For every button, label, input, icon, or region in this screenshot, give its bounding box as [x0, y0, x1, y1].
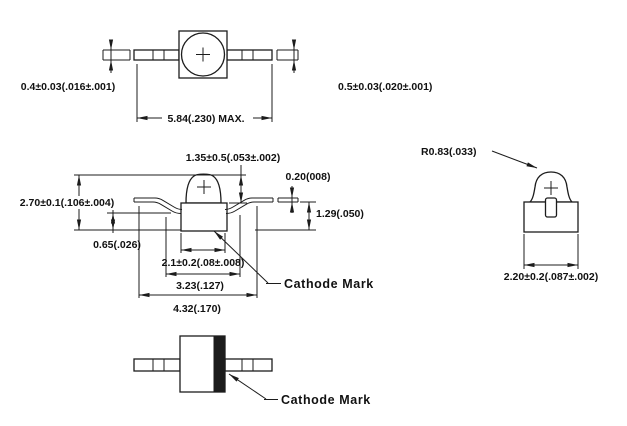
dim-overall-length-label: 5.84(.230) MAX. — [167, 113, 245, 125]
package-body-front — [181, 203, 227, 231]
dim-body-bottom-width-label: 2.1±0.2(.08±.008) — [161, 257, 245, 269]
lead-left — [134, 359, 180, 371]
dim-total-height-label: 2.70±0.1(.106±.004) — [19, 197, 115, 209]
dim-lead-width-label: 0.4±0.03(.016±.001) — [20, 81, 116, 93]
dim-body-width-label: 3.23(.127) — [176, 280, 224, 292]
cathode-mark-label: Cathode Mark — [284, 277, 374, 291]
dim-body-depth-label: 2.20±0.2(.087±.002) — [503, 271, 599, 283]
dim-lens-height-label: 1.35±0.5(.053±.002) — [185, 152, 281, 164]
dim-lead-span-label: 4.32(.170) — [173, 303, 221, 315]
dim-lead-height-label: 0.5±0.03(.020±.001) — [338, 81, 433, 93]
dim-body-depth — [524, 234, 578, 269]
lead-tab-end — [546, 198, 557, 217]
lead-right-gullwing — [225, 198, 273, 214]
radius-leader — [492, 151, 537, 168]
bottom-view — [134, 336, 371, 407]
end-view — [421, 146, 598, 283]
dim-lead-thickness-label: 0.20(008) — [285, 171, 331, 183]
lead-break-left — [103, 50, 130, 60]
cathode-mark-label: Cathode Mark — [281, 393, 371, 407]
lead-left-gullwing — [134, 198, 182, 214]
dim-standoff-label: 0.65(.026) — [93, 239, 141, 251]
lead-right — [227, 50, 272, 60]
cathode-leader — [229, 374, 278, 400]
lead-right — [225, 359, 272, 371]
dim-seating-height-label: 1.29(.050) — [316, 208, 364, 220]
top-view — [21, 31, 433, 125]
cathode-band — [214, 336, 225, 392]
ext-right — [255, 202, 316, 230]
front-view — [20, 152, 374, 315]
lead-break-right — [278, 198, 298, 202]
dim-lens-radius-label: R0.83(.033) — [421, 146, 477, 158]
lead-break-right — [277, 50, 298, 60]
lead-left — [134, 50, 179, 60]
